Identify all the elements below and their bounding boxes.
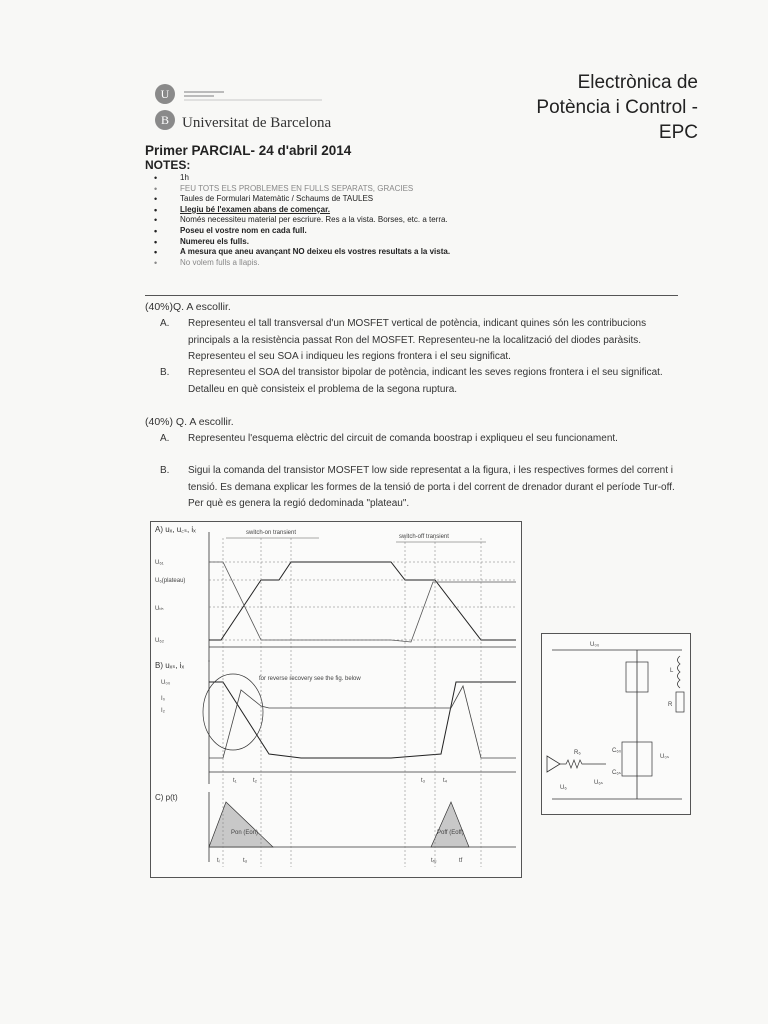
- part-text: Sigui la comanda del transistor MOSFET low side representat a la figura, i les respectives formes del corrent i tensió. Es demana explicar les formes de la tensió de porta i del corrent de drenador durant el període Tur-off. Per què es genera la regió dedominada "plateau".: [188, 465, 675, 509]
- mosfet-label: U₆ₛ: [594, 780, 603, 786]
- time-label: tf: [459, 858, 463, 864]
- level-label: U₆(plateau): [155, 578, 186, 584]
- university-name: Universitat de Barcelona: [182, 115, 332, 131]
- note-item: • Només necessiteu material per escriure. Res a la vista. Borses, etc. a terra.: [180, 215, 450, 226]
- divider: [145, 295, 678, 296]
- gate-driver-icon: [547, 756, 560, 772]
- note-item: • Poseu el vostre nom en cada full.: [180, 226, 450, 237]
- switch-off-label: switch-off transient: [399, 534, 449, 540]
- level-label: Uₜₕ: [155, 606, 164, 612]
- drain-waveform: [209, 562, 516, 642]
- reverse-recovery-note: for reverse recovery see the fig. below: [259, 676, 361, 682]
- turn-off-energy-area: [431, 802, 469, 847]
- question-2-part-b: [160, 463, 675, 513]
- panel-c-label: C) p(t): [155, 793, 178, 802]
- reverse-recovery-highlight: [203, 674, 263, 750]
- svg-text:B: B: [160, 113, 170, 127]
- note-item: • A mesura que aneu avançant NO deixeu els vostres resultats a la vista.: [180, 247, 450, 258]
- panel-b-label: B) uₓₛ, iₓ: [155, 661, 185, 670]
- note-item: • 1h: [180, 173, 450, 184]
- turn-on-energy-area: [209, 802, 273, 847]
- level-label: U₆₁: [155, 560, 164, 566]
- drain-source-voltage-waveform: [209, 682, 516, 758]
- time-label: t₃: [421, 778, 426, 784]
- note-item: • Numereu els fulls.: [180, 237, 450, 248]
- time-label: t₁: [233, 778, 237, 784]
- gate-resistor-icon: [560, 760, 606, 768]
- part-text: Representeu l'esquema elèctric del circuit de comanda boostrap i expliqueu el seu funcionament.: [188, 433, 618, 444]
- mosfet-circuit-figure: [541, 633, 691, 815]
- mosfet-label: U₀ₛ: [660, 754, 670, 760]
- turn-off-energy-label: Poff (Eoff): [437, 830, 464, 836]
- note-item: • No volem fulls a llapis.: [180, 258, 450, 269]
- time-label: t₂: [253, 778, 257, 784]
- level-label: I₂: [161, 708, 165, 714]
- drain-current-waveform: [209, 686, 516, 758]
- note-item: • Llegiu bé l'examen abans de començar.: [180, 205, 450, 216]
- part-label: A.: [160, 318, 170, 329]
- gate-resistor-label: R₆: [574, 750, 581, 756]
- question-2-header: (40%) Q. A escollir.: [145, 416, 234, 428]
- supply-label: U₀₀: [590, 642, 600, 648]
- panel-a-label: A) uₓ, u꜀ₛ, iₓ: [155, 525, 196, 534]
- gate-source-label: U₆: [560, 785, 567, 791]
- time-label: tᵣᵤ: [431, 858, 437, 864]
- turn-on-energy-label: Pon (Eon): [231, 830, 259, 836]
- note-item: • FEU TOTS ELS PROBLEMES EN FULLS SEPARATS, GRACIES: [180, 184, 450, 195]
- timing-markers: [223, 538, 481, 867]
- resistor-icon: [676, 692, 684, 712]
- question-2-part-a: [160, 431, 675, 448]
- switch-on-label: switch-on transient: [246, 530, 297, 536]
- part-label: A.: [160, 433, 170, 444]
- level-label: I₀: [161, 696, 166, 702]
- question-1-header: (40%)Q. A escollir.: [145, 301, 231, 313]
- inductor-label: L: [670, 668, 674, 674]
- resistor-label: R: [668, 702, 673, 708]
- mosfet-label: C₆ₛ: [612, 770, 621, 776]
- part-label: B.: [160, 465, 170, 476]
- svg-text:U: U: [160, 87, 170, 101]
- question-1-part-b: [160, 365, 675, 398]
- time-label: tᵤ: [243, 858, 247, 864]
- part-text: Representeu el tall transversal d'un MOSFET vertical de potència, indicant quines són les contribucions principals a la resistència passat Ron del MOSFET. Representeu-ne la localització del diodes paràsits. Representeu el seu SOA i indiqueu les regions frontera i el seu significat.: [188, 318, 647, 362]
- course-title: [536, 70, 698, 145]
- notes-list: [180, 173, 450, 268]
- mosfet-label: C₆₀: [612, 748, 622, 754]
- notes-label: NOTES:: [145, 158, 191, 172]
- time-label: tᵢ: [217, 858, 220, 864]
- inductor-icon: [678, 656, 681, 688]
- course-title-line-2: Potència i Control -: [536, 97, 698, 118]
- part-text: Representeu el SOA del transistor bipolar de potència, indicant les seves regions frontera i el seu significat. Detalleu en què consisteix el problema de la segona ruptura.: [188, 367, 663, 395]
- note-item: • Taules de Formulari Matemàtic / Schaums de TAULES: [180, 194, 450, 205]
- course-title-line-1: Electrònica de: [577, 72, 698, 93]
- switching-waveforms-figure: [150, 521, 522, 878]
- course-title-line-3: EPC: [658, 122, 698, 143]
- level-label: U₀₀: [161, 680, 171, 686]
- level-label: U₆₂: [155, 638, 165, 644]
- part-label: B.: [160, 367, 170, 378]
- time-label: t₄: [443, 778, 448, 784]
- exam-title: Primer PARCIAL- 24 d'abril 2014: [145, 143, 352, 158]
- question-1-part-a: [160, 316, 675, 366]
